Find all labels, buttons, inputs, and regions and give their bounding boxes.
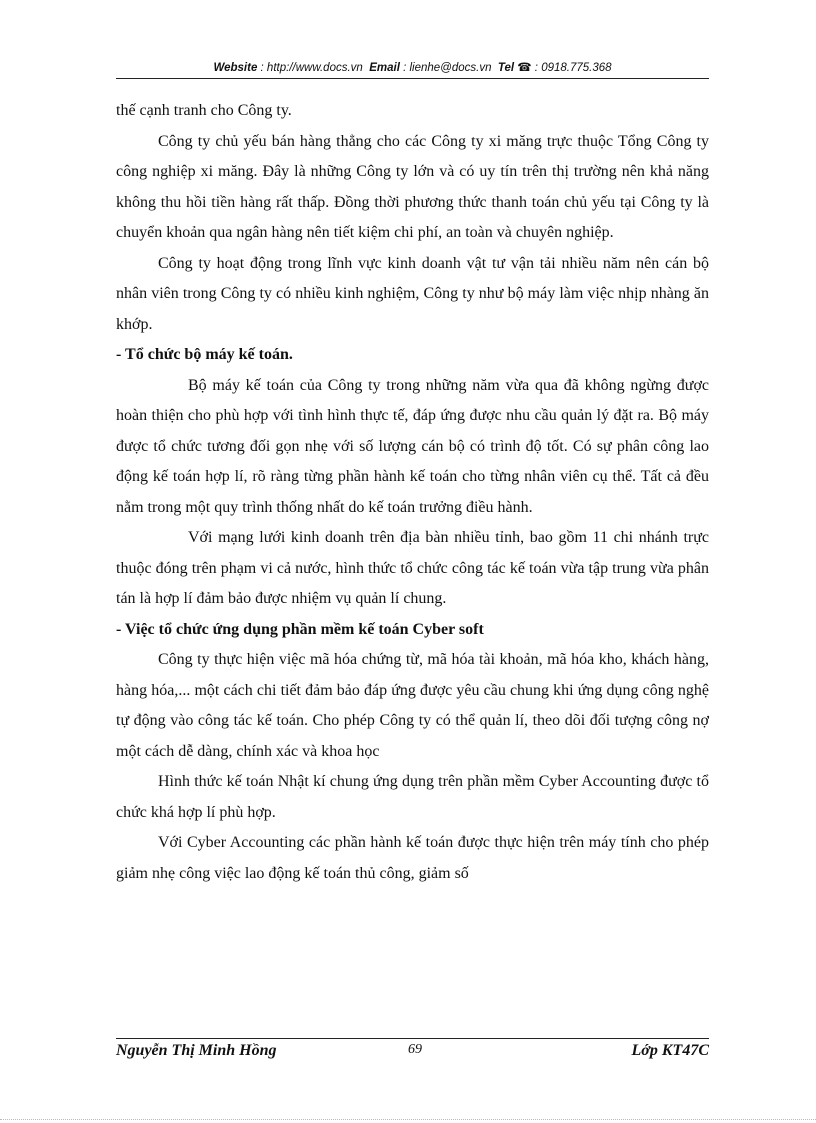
paragraph: Bộ máy kế toán của Công ty trong những năm vừa qua đã không ngừng được hoàn thiện cho phù hợp với tình hình thực tế, đáp ứng được nhu cầu quản lý đặt ra. Bộ máy được tổ chức tương đối gọn nhẹ với số lượng cán bộ có trình độ tốt. Có sự phân công lao động kế toán hợp lí, rõ ràng từng phần hành kế toán cho từng nhân viên cụ thể. Tất cả đều nằm trong một quy trình thống nhất do kế toán trưởng điều hành.: [116, 376, 709, 516]
tel-label: Tel: [497, 62, 515, 74]
email-label: Email: [369, 62, 400, 74]
section-heading: - Tổ chức bộ máy kế toán.: [116, 346, 293, 363]
page-number: 69: [408, 1042, 422, 1057]
paragraph: Công ty thực hiện việc mã hóa chứng từ, mã hóa tài khoản, mã hóa kho, khách hàng, hàng hóa,... một cách chi tiết đảm bảo đáp ứng được yêu cầu chung khi ứng dụng công nghệ tự động vào công tác kế toán. Cho phép Công ty có thể quản lí, theo dõi đối tượng công nợ một cách dễ dàng, chính xác và khoa học: [116, 651, 709, 760]
footer-divider: [116, 1038, 709, 1039]
paragraph: Công ty chủ yếu bán hàng thẳng cho các Công ty xi măng trực thuộc Tổng Công ty công nghiệp xi măng. Đây là những Công ty lớn và có uy tín trên thị trường nên khả năng không thu hồi tiền hàng rất thấp. Đồng thời phương thức thanh toán chủ yếu tại Công ty là chuyển khoản qua ngân hàng nên tiết kiệm chi phí, an toàn và chuyên nghiệp.: [116, 132, 709, 241]
author-name: Nguyễn Thị Minh Hồng: [116, 1042, 277, 1059]
paragraph: Với mạng lưới kinh doanh trên địa bàn nhiều tỉnh, bao gồm 11 chi nhánh trực thuộc đóng trên phạm vi cả nước, hình thức tổ chức công tác kế toán vừa tập trung vừa phân tán là hợp lí đảm bảo được nhiệm vụ quản lí chung.: [116, 529, 709, 607]
page-footer: [116, 1042, 709, 1066]
paragraph: Hình thức kế toán Nhật kí chung ứng dụng trên phần mềm Cyber Accounting được tổ chức khá hợp lí phù hợp.: [116, 773, 709, 821]
section-heading: - Việc tổ chức ứng dụng phần mềm kế toán Cyber soft: [116, 620, 484, 638]
page-header: [116, 60, 709, 74]
email-value: : lienhe@docs.vn: [403, 62, 492, 74]
paragraph: Công ty hoạt động trong lĩnh vực kinh doanh vật tư vận tải nhiều năm nên cán bộ nhân viên trong Công ty có nhiều kinh nghiệm, Công ty như bộ máy làm việc nhịp nhàng ăn khớp.: [116, 254, 709, 333]
tel-value: ☎ : 0918.775.368: [517, 62, 612, 74]
paragraph: Với Cyber Accounting các phần hành kế toán được thực hiện trên máy tính cho phép giảm nhẹ công việc lao động kế toán thủ công, giảm số: [116, 834, 709, 882]
class-label: Lớp KT47C: [631, 1042, 709, 1059]
page-bottom-dotted-line: [0, 1119, 816, 1120]
document-body: [116, 96, 709, 889]
header-divider: [116, 78, 709, 79]
paragraph: thế cạnh tranh cho Công ty.: [116, 102, 292, 119]
website-label: Website: [213, 62, 258, 74]
website-value: : http://www.docs.vn: [260, 62, 363, 74]
